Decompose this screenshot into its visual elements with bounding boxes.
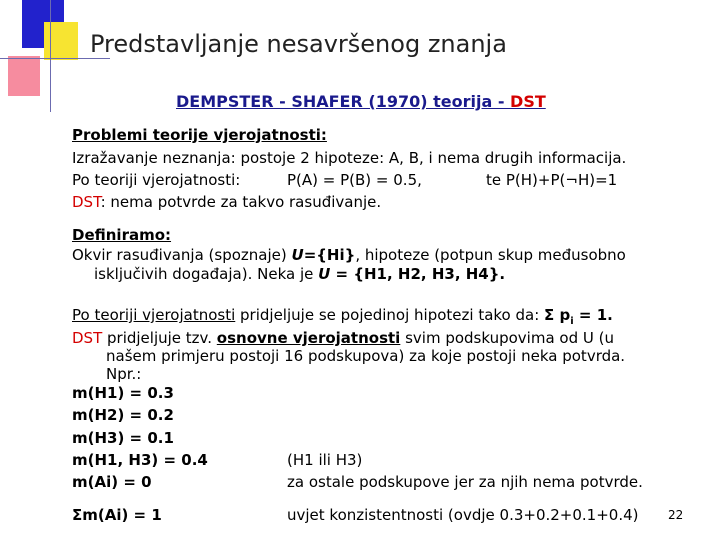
mass-ai-note: za ostale podskupove jer za njih nema potvrde. (287, 473, 643, 491)
section1-heading: Problemi teorije vjerojatnosti: (72, 126, 327, 144)
section1-line2c: te P(H)+P(¬H)=1 (486, 171, 618, 189)
section3-line1-rest: pridjeljuje se pojedinoj hipotezi tako da: (235, 306, 545, 324)
mass-h2: m(H2) = 0.2 (72, 406, 174, 424)
mass-sum: Σm(Ai) = 1 (72, 506, 162, 524)
decor-red-square (8, 56, 40, 96)
set-notation: = {H1, H2, H3, H4}. (330, 265, 506, 283)
dst-abbr: DST (72, 193, 101, 211)
u-symbol: U (318, 265, 331, 283)
subtitle-main: DEMPSTER - SHAFER (1970) teorija - (176, 92, 511, 111)
slide-title: Predstavljanje nesavršenog znanja (90, 30, 507, 58)
mass-h1: m(H1) = 0.3 (72, 384, 174, 402)
mass-h1-h3-note: (H1 ili H3) (287, 451, 363, 469)
section1-line3 (72, 193, 381, 212)
section3-line2a: pridjeljuje tzv. (102, 329, 217, 347)
section3-line4: Npr.: (106, 365, 142, 383)
section2-heading: Definiramo: (72, 226, 172, 244)
section2-line2a: isključivih događaja). Neka je (94, 265, 319, 283)
section3-line3: našem primjeru postoji 16 podskupova) za koje postoji neka potvrda. (106, 347, 626, 365)
subtitle-abbr: DST (510, 92, 546, 111)
sum-symbol: Σ p (544, 306, 571, 324)
decor-vertical-line (50, 0, 51, 112)
dst-abbr: DST (72, 329, 103, 347)
sum-subscript: i (570, 316, 574, 327)
section2-line1 (72, 246, 626, 265)
section3-line1-underlined: Po teoriji vjerojatnosti (72, 306, 236, 324)
mass-h3: m(H3) = 0.1 (72, 429, 174, 447)
section2-line2 (94, 265, 505, 284)
decor-horizontal-line (0, 58, 110, 59)
section3-line2 (72, 329, 614, 348)
mass-h1-h3: m(H1, H3) = 0.4 (72, 451, 208, 469)
section1-line2b: P(A) = P(B) = 0.5, (287, 171, 422, 189)
mass-ai: m(Ai) = 0 (72, 473, 152, 491)
section1-line1: Izražavanje neznanja: postoje 2 hipoteze: A, B, i nema drugih informacija. (72, 149, 627, 167)
section2-line1b: , hipoteze (potpun skup međusobno (355, 246, 626, 264)
sum-end: = 1. (573, 306, 613, 324)
mass-sum-note: uvjet konzistentnosti (ovdje 0.3+0.2+0.1+0.4) (287, 506, 639, 524)
section1-line3-rest: : nema potvrde za takvo rasuđivanje. (100, 193, 382, 211)
set-notation: ={Hi} (303, 246, 356, 264)
section3-line2-underlined: osnovne vjerojatnosti (216, 329, 401, 347)
section1-line2a: Po teoriji vjerojatnosti: (72, 171, 241, 189)
section2-line1a: Okvir rasuđivanja (spoznaje) (72, 246, 292, 264)
section3-line1 (72, 306, 613, 331)
section3-line2b: svim podskupovima od U (u (400, 329, 614, 347)
page-number: 22 (668, 508, 684, 522)
slide-subtitle (176, 92, 546, 111)
u-symbol: U (291, 246, 304, 264)
